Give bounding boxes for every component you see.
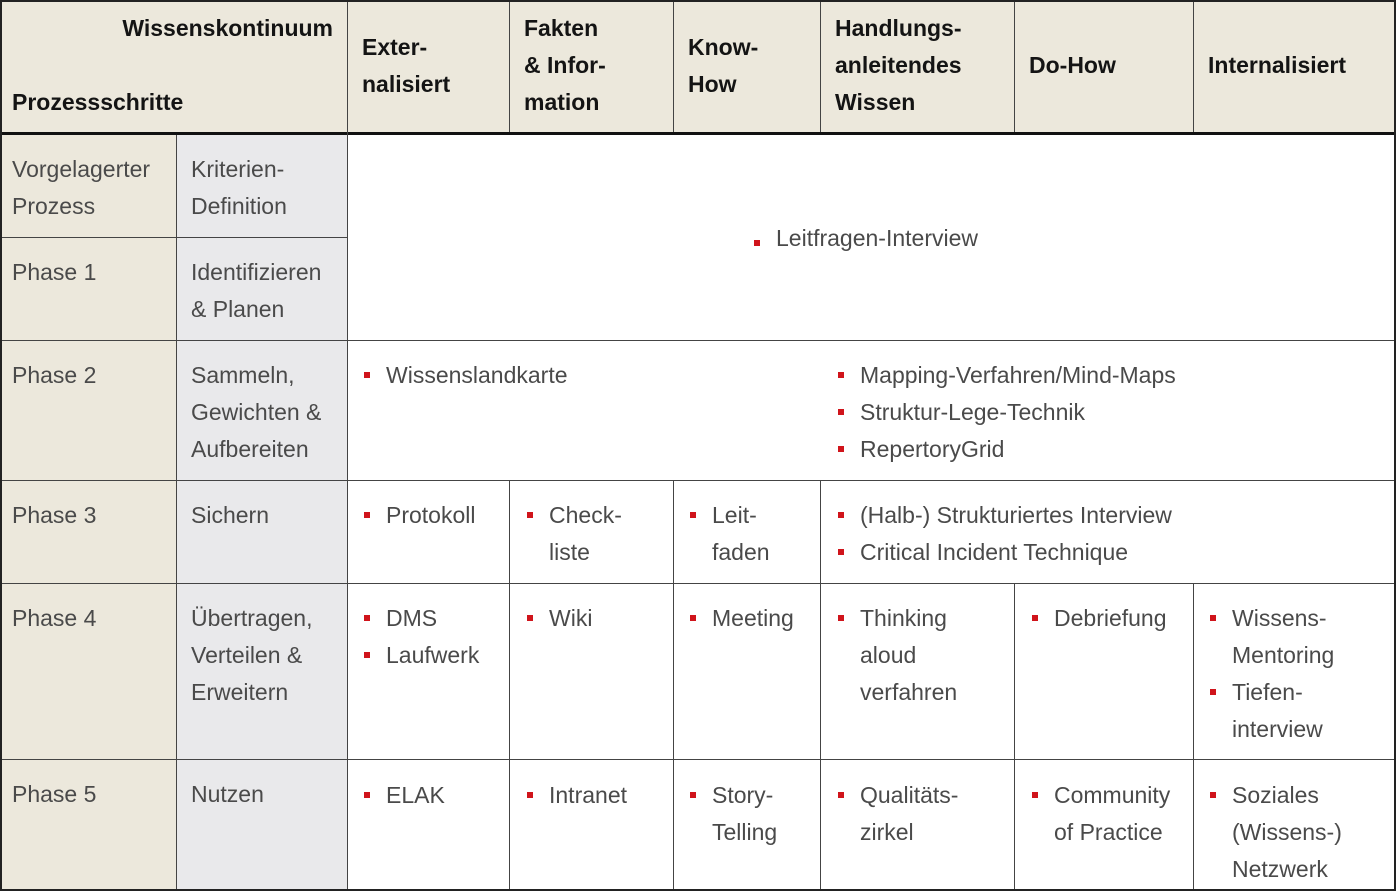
cell-p3-rest — [836, 497, 1172, 571]
step-sichern-label: Sichern — [191, 502, 269, 528]
grid-v-hand-body — [1014, 584, 1015, 889]
cell-p5-handlung — [836, 777, 958, 851]
cell-p5-fakten — [525, 777, 627, 814]
cell-p4-handlung — [836, 600, 957, 711]
cell-p5-internal — [1208, 777, 1342, 888]
method-intranet: Intranet — [525, 777, 627, 814]
method-strukturiertes-interview: (Halb-) Strukturiertes Interview — [836, 497, 1172, 534]
method-protokoll: Protokoll — [362, 497, 475, 534]
phase-2-label: Phase 2 — [12, 362, 97, 388]
cell-p3-externalisiert — [362, 497, 475, 534]
cell-p3-knowhow — [688, 497, 770, 571]
header-wissenskontinuum: Wissenskontinuum — [122, 15, 333, 41]
method-wissens-mentoring: Wissens- Mentoring — [1208, 600, 1334, 674]
grid-v-fak — [673, 2, 674, 132]
cell-leitfragen — [752, 220, 978, 257]
phase-5 — [2, 760, 176, 889]
grid-v-know-body — [820, 481, 821, 889]
grid-v-hand — [1014, 2, 1015, 132]
method-mapping-verfahren: Mapping-Verfahren/Mind-Maps — [836, 357, 1176, 394]
method-soziales-netzwerk: Soziales (Wissens-) Netzwerk — [1208, 777, 1342, 888]
step-uebertragen — [177, 584, 347, 759]
method-wissenslandkarte: Wissenslandkarte — [362, 357, 568, 394]
header-corner-cell — [2, 2, 347, 132]
step-uebertragen-label: Übertragen, Verteilen & Erweitern — [191, 605, 313, 705]
grid-v-know — [820, 2, 821, 132]
phase-2 — [2, 341, 176, 480]
phase-vorgelagert — [2, 135, 176, 237]
cell-p5-externalisiert — [362, 777, 445, 814]
cell-p5-dohow — [1030, 777, 1170, 851]
header-internalisiert-label: Internalisiert — [1208, 52, 1347, 78]
header-fakten-label: Fakten & Infor- mation — [524, 15, 606, 115]
method-leitfragen-interview: Leitfragen-Interview — [752, 225, 978, 251]
method-tiefeninterview: Tiefen- interview — [1208, 674, 1334, 748]
header-fakten — [510, 2, 673, 132]
method-thinking-aloud: Thinking aloud verfahren — [836, 600, 957, 711]
step-sammeln — [177, 341, 347, 480]
header-internalisiert — [1194, 2, 1394, 132]
header-prozessschritte: Prozessschritte — [12, 89, 184, 115]
cell-p3-fakten — [525, 497, 622, 571]
method-elak: ELAK — [362, 777, 445, 814]
grid-v-ext-body — [509, 481, 510, 889]
method-community-of-practice: Community of Practice — [1030, 777, 1170, 851]
header-dohow-label: Do-How — [1029, 52, 1116, 78]
method-critical-incident: Critical Incident Technique — [836, 534, 1172, 571]
step-identifizieren-label: Identifizieren & Planen — [191, 259, 322, 322]
phase-5-label: Phase 5 — [12, 781, 97, 807]
method-checkliste: Check- liste — [525, 497, 622, 571]
method-struktur-lege-technik: Struktur-Lege-Technik — [836, 394, 1176, 431]
header-externalisiert — [348, 2, 509, 132]
step-sichern — [177, 481, 347, 583]
header-handlungsanleitend — [821, 2, 1014, 132]
phase-4-label: Phase 4 — [12, 605, 97, 631]
cell-p4-knowhow — [688, 600, 794, 637]
header-handlungsanleitend-label: Handlungs- anleitendes Wissen — [835, 15, 962, 115]
grid-h-p4 — [2, 759, 1394, 760]
method-dms: DMS — [362, 600, 479, 637]
cell-p2-right — [836, 357, 1176, 468]
grid-h-vor — [2, 237, 347, 238]
method-repertorygrid: RepertoryGrid — [836, 431, 1176, 468]
step-sammeln-label: Sammeln, Gewichten & Aufbereiten — [191, 362, 322, 462]
method-qualitaetszirkel: Qualitäts- zirkel — [836, 777, 958, 851]
method-storytelling: Story- Telling — [688, 777, 777, 851]
cell-p4-internal — [1208, 600, 1334, 748]
grid-h-p2 — [2, 480, 1394, 481]
phase-3-label: Phase 3 — [12, 502, 97, 528]
phase-3 — [2, 481, 176, 583]
header-dohow — [1015, 2, 1193, 132]
step-nutzen — [177, 760, 347, 889]
grid-v-step — [347, 2, 348, 889]
grid-v-do — [1193, 2, 1194, 132]
cell-p2-left — [362, 357, 568, 394]
method-leitfaden: Leit- faden — [688, 497, 770, 571]
method-debriefung: Debriefung — [1030, 600, 1167, 637]
cell-p5-knowhow — [688, 777, 777, 851]
step-nutzen-label: Nutzen — [191, 781, 264, 807]
grid-h-p1 — [2, 340, 1394, 341]
phase-4 — [2, 584, 176, 759]
header-knowhow-label: Know- How — [688, 34, 759, 97]
grid-h-p3 — [2, 583, 1394, 584]
header-divider — [2, 132, 1394, 135]
header-externalisiert-label: Exter- nalisiert — [362, 34, 451, 97]
step-kriterien — [177, 135, 347, 237]
method-wiki: Wiki — [525, 600, 592, 637]
phase-1-label: Phase 1 — [12, 259, 97, 285]
grid-v-phase — [176, 135, 177, 889]
phase-vorgelagert-label: Vorgelagerter Prozess — [12, 156, 151, 219]
grid-v-ext — [509, 2, 510, 132]
grid-v-do-body — [1193, 584, 1194, 889]
step-kriterien-label: Kriterien- Definition — [191, 156, 287, 219]
method-meeting: Meeting — [688, 600, 794, 637]
cell-p4-fakten — [525, 600, 592, 637]
step-identifizieren — [177, 238, 347, 340]
header-knowhow — [674, 2, 820, 132]
method-laufwerk: Laufwerk — [362, 637, 479, 674]
phase-1 — [2, 238, 176, 340]
cell-p4-dohow — [1030, 600, 1167, 637]
cell-p4-externalisiert — [362, 600, 479, 674]
grid-v-fak-body — [673, 481, 674, 889]
